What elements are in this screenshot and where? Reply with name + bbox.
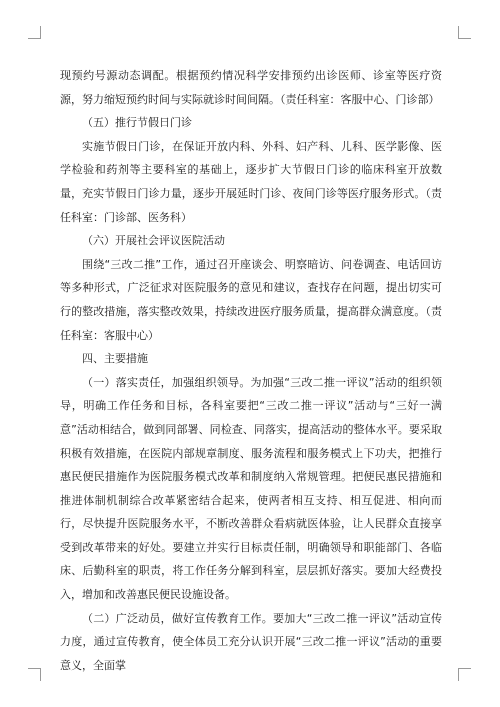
- paragraph-holiday-clinic: 实施节假日门诊，在保证开放内科、外科、妇产科、儿科、医学影像、医学检验和药剂等主要科室的基础上，逐步扩大节假日门诊的临床科室开放数量，充实节假日门诊力量，逐步开展延时门诊、夜间门诊等医疗服务形式。（责任科室：门诊部、医务科）: [60, 139, 442, 224]
- crop-mark-top-left: [28, 26, 41, 39]
- crop-mark-bottom-right: [458, 668, 471, 681]
- paragraph-measure-mobilization: （二）广泛动员，做好宣传教育工作。要加大“三改二推一评议”活动宣传力度，通过宣传教育，使全体员工充分认识开展“三改二推一评议”活动的重要意义，全面掌: [60, 611, 442, 672]
- section-heading-main-measures: 四、主要措施: [82, 352, 148, 366]
- subheading-holiday-clinic: （五）推行节假日门诊: [82, 116, 192, 130]
- document-body: [60, 64, 442, 677]
- crop-mark-top-right: [458, 26, 471, 39]
- crop-mark-bottom-left: [28, 668, 41, 681]
- paragraph-social-evaluation: 围绕“三改二推”工作，通过召开座谈会、明察暗访、问卷调查、电话回访等多种形式，广泛征求对医院服务的意见和建议，查找存在问题，提出切实可行的整改措施，落实整改效果，持续改进医疗服务质量，提高群众满意度。（责任科室：客服中心）: [60, 257, 442, 342]
- paragraph-continuation: 现预约号源动态调配。根据预约情况科学安排预约出诊医师、诊室等医疗资源，努力缩短预约时间与实际就诊时间间隔。（责任科室：客服中心、门诊部）: [60, 69, 442, 106]
- subheading-social-evaluation: （六）开展社会评议医院活动: [82, 234, 225, 248]
- paragraph-measure-responsibility: （一）落实责任，加强组织领导。为加强“三改二推一评议”活动的组织领导，明确工作任务和目标，各科室要把“三改二推一评议”活动与“三好一满意”活动相结合，做到同部署、同检查、同落实，提高活动的整体水平。要采取积极有效措施，在医院内部规章制度、服务流程和服务模式上下功夫，把推行惠民便民措施作为医院服务模式改革和制度纳入常规管理。把便民惠民措施和推进体制机制综合改革紧密结合起来，使两者相互支持、相互促进、相向而行，尽快提升医院服务水平，不断改善群众看病就医体验，让人民群众直接享受到改革带来的好处。要建立并实行目标责任制，明确领导和职能部门、各临床、后勤科室的职责，将工作任务分解到科室，层层抓好落实。要加大经费投入，增加和改善惠民便民设施设备。: [60, 375, 442, 602]
